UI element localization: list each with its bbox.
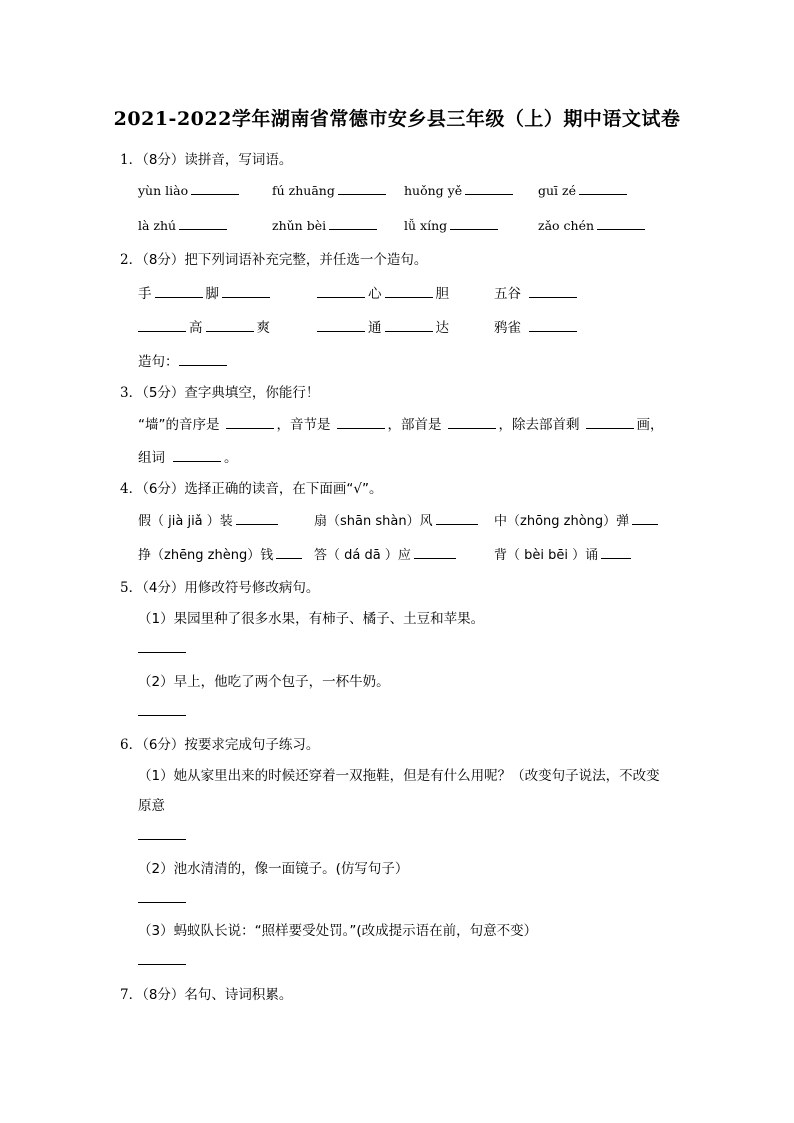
- answer-blank[interactable]: [173, 448, 221, 462]
- answer-blank[interactable]: [179, 216, 227, 230]
- idiom-item: [314, 316, 449, 336]
- idiom-char: 心: [368, 286, 382, 302]
- answer-blank[interactable]: [414, 545, 456, 559]
- answer-line[interactable]: [138, 963, 186, 965]
- answer-blank[interactable]: [155, 284, 203, 298]
- answer-blank[interactable]: [276, 545, 302, 559]
- answer-blank[interactable]: [601, 545, 631, 559]
- idiom-item: [138, 282, 273, 302]
- sub-question-2: （2）早上，他吃了两个包子，一杯牛奶。: [138, 674, 390, 690]
- answer-blank[interactable]: [226, 415, 274, 429]
- question-number: 4．: [120, 481, 143, 497]
- pronunciation-text: 扇（shān shàn）风: [314, 514, 433, 529]
- pinyin-item: [404, 181, 516, 199]
- pinyin-text: zhǔn bèi: [272, 218, 327, 233]
- idiom-item: [138, 316, 270, 336]
- answer-blank[interactable]: [448, 415, 496, 429]
- question-2: [120, 248, 427, 268]
- answer-blank[interactable]: [191, 181, 239, 195]
- sub-question-1: （1）果园里种了很多水果，有柿子、橘子、土豆和苹果。: [138, 611, 485, 627]
- answer-blank[interactable]: [597, 216, 645, 230]
- pinyin-text: guī zé: [538, 183, 577, 198]
- question-text: （6分）按要求完成句子练习。: [142, 737, 320, 753]
- idiom-char: 达: [435, 320, 449, 336]
- question-3: [120, 381, 319, 401]
- question-number: 6．: [120, 737, 143, 753]
- idiom-char: 脚: [205, 286, 219, 302]
- pinyin-item: [404, 216, 501, 234]
- answer-line[interactable]: [138, 901, 186, 903]
- prompt-text: 组词: [138, 450, 165, 466]
- idiom-char: 胆: [435, 286, 449, 302]
- answer-blank[interactable]: [206, 318, 254, 332]
- question-number: 2．: [120, 252, 143, 268]
- question-number: 7．: [120, 987, 143, 1003]
- pronunciation-item: [314, 544, 459, 563]
- question-text: （8分）读拼音，写词语。: [142, 152, 293, 168]
- pronunciation-item: [138, 510, 281, 529]
- sub-question-2: （2）池水清清的，像一面镜子。(仿写句子）: [138, 861, 409, 877]
- answer-blank[interactable]: [465, 181, 513, 195]
- question-1: [120, 148, 292, 168]
- answer-blank[interactable]: [632, 511, 658, 525]
- pronunciation-text: 背（ bèi bēi ）诵: [494, 548, 599, 563]
- pinyin-item: [272, 181, 389, 199]
- question-number: 1．: [120, 152, 143, 168]
- question-number: 5．: [120, 580, 143, 596]
- answer-blank[interactable]: [222, 284, 270, 298]
- idiom-char: 手: [138, 286, 152, 302]
- pronunciation-item: [314, 510, 481, 529]
- answer-blank[interactable]: [579, 181, 627, 195]
- question-6: [120, 733, 319, 753]
- question-text: （5分）查字典填空，你能行！: [142, 385, 320, 401]
- sentence-line: [138, 350, 230, 370]
- answer-blank[interactable]: [329, 216, 377, 230]
- sentence-label: 造句：: [138, 354, 179, 370]
- answer-blank[interactable]: [338, 181, 386, 195]
- answer-blank[interactable]: [385, 284, 433, 298]
- prompt-text: ，部首是: [387, 417, 442, 433]
- pinyin-item: [538, 181, 630, 199]
- pinyin-item: [138, 181, 242, 199]
- pinyin-text: lǚ xíng: [404, 218, 448, 233]
- idiom-item: [314, 282, 449, 302]
- pronunciation-text: 答（ dá dā ）应: [314, 548, 411, 563]
- question-7: [120, 983, 292, 1003]
- pinyin-text: huǒng yě: [404, 183, 463, 198]
- idiom-char: 爽: [256, 320, 270, 336]
- pronunciation-item: [494, 544, 634, 563]
- idiom-item: [494, 316, 580, 336]
- sub-question-1-continued: 原意: [138, 798, 165, 814]
- answer-blank[interactable]: [529, 284, 577, 298]
- question-4: [120, 477, 383, 497]
- prompt-text: ，除去部首剩: [498, 417, 580, 433]
- question-5: [120, 576, 319, 596]
- question-text: （4分）用修改符号修改病句。: [142, 580, 320, 596]
- answer-blank[interactable]: [317, 318, 365, 332]
- answer-blank[interactable]: [450, 216, 498, 230]
- pronunciation-text: 假（ jià jiǎ ）装: [138, 514, 233, 529]
- pronunciation-item: [138, 544, 305, 563]
- idiom-char: 五谷: [494, 286, 521, 302]
- pinyin-item: [538, 216, 648, 234]
- answer-blank[interactable]: [317, 284, 365, 298]
- question-text: （6分）选择正确的读音，在下面画“√”。: [142, 481, 383, 497]
- pinyin-text: zǎo chén: [538, 218, 595, 233]
- answer-line[interactable]: [138, 838, 186, 840]
- question-text: （8分）名句、诗词积累。: [142, 987, 293, 1003]
- answer-blank[interactable]: [586, 415, 634, 429]
- dictionary-line: [138, 413, 664, 433]
- pinyin-text: fú zhuāng: [272, 183, 335, 198]
- question-number: 3．: [120, 385, 143, 401]
- prompt-text: ，音节是: [276, 417, 331, 433]
- answer-blank[interactable]: [179, 352, 227, 366]
- prompt-text: 。: [224, 450, 238, 466]
- answer-blank[interactable]: [436, 511, 478, 525]
- answer-line[interactable]: [138, 714, 186, 716]
- sub-question-1: （1）她从家里出来的时候还穿着一双拖鞋，但是有什么用呢？（改变句子说法，不改变: [138, 768, 660, 784]
- pinyin-item: [272, 216, 380, 234]
- pinyin-item: [138, 216, 230, 234]
- prompt-text: “墙”的音序是: [138, 417, 220, 433]
- pinyin-text: là zhú: [138, 218, 177, 233]
- pronunciation-text: 挣（zhēng zhèng）钱: [138, 548, 274, 563]
- idiom-item: [494, 282, 580, 302]
- pronunciation-text: 中（zhōng zhòng）弹: [494, 514, 630, 529]
- pinyin-text: yùn liào: [138, 183, 189, 198]
- exam-title: 2021-2022学年湖南省常德市安乡县三年级（上）期中语文试卷: [113, 108, 681, 130]
- idiom-char: 鸦雀: [494, 320, 521, 336]
- idiom-char: 通: [368, 320, 382, 336]
- idiom-char: 高: [189, 320, 203, 336]
- answer-blank[interactable]: [337, 415, 385, 429]
- answer-blank[interactable]: [385, 318, 433, 332]
- dictionary-line: [138, 446, 238, 466]
- answer-blank[interactable]: [138, 318, 186, 332]
- answer-line[interactable]: [138, 651, 186, 653]
- answer-blank[interactable]: [236, 511, 278, 525]
- prompt-text: 画，: [636, 417, 664, 433]
- sub-question-3: （3）蚂蚁队长说：“照样要受处罚。”(改成提示语在前，句意不变）: [138, 923, 538, 939]
- pronunciation-item: [494, 510, 661, 529]
- answer-blank[interactable]: [529, 318, 577, 332]
- question-text: （8分）把下列词语补充完整，并任选一个造句。: [142, 252, 428, 268]
